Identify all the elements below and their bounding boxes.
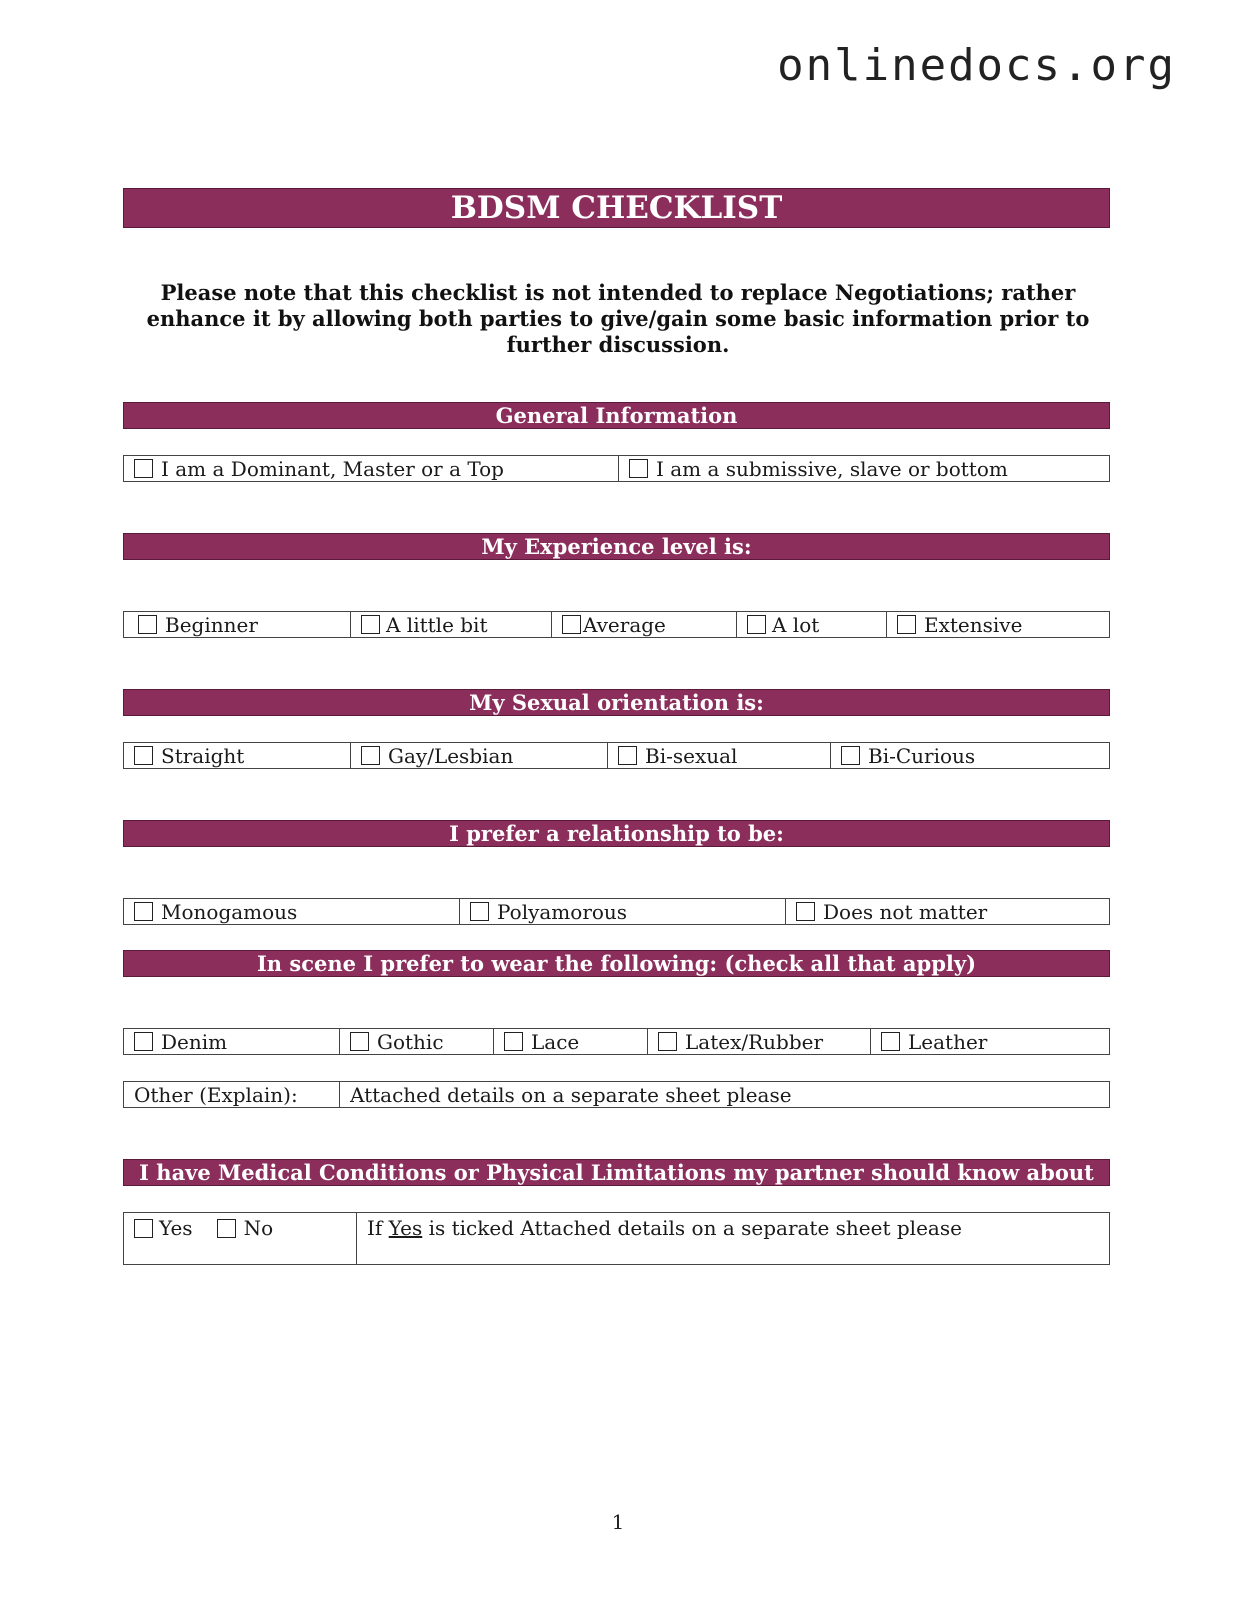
checkbox-icon[interactable] [796, 902, 815, 921]
section-heading-general: General Information [123, 402, 1110, 429]
option-label: Extensive [924, 612, 1023, 637]
option-leather[interactable] [871, 1029, 1109, 1054]
option-label: Gothic [377, 1029, 444, 1054]
option-lace[interactable] [494, 1029, 648, 1054]
option-label: Bi-Curious [868, 743, 976, 768]
general-options-row [123, 455, 1110, 482]
option-bi-sexual[interactable] [608, 743, 831, 768]
intro-note: Please note that this checklist is not intended to replace Negotiations; rather enhance it by allowing both parties to give/gain some basic information prior to further discussion. [146, 280, 1090, 357]
option-denim[interactable] [124, 1029, 340, 1054]
checkbox-icon[interactable] [747, 615, 766, 634]
checkbox-icon[interactable] [504, 1032, 523, 1051]
other-explain-field[interactable]: Attached details on a separate sheet please [350, 1082, 792, 1107]
option-label: A little bit [386, 612, 488, 637]
checkbox-icon[interactable] [629, 459, 648, 478]
option-gay-lesbian[interactable] [351, 743, 608, 768]
option-extensive[interactable] [887, 612, 1109, 637]
option-beginner[interactable] [124, 612, 351, 637]
section-heading-medical: I have Medical Conditions or Physical Limitations my partner should know about [123, 1159, 1110, 1186]
option-straight[interactable] [124, 743, 351, 768]
option-label: Denim [161, 1029, 228, 1054]
option-a-little-bit[interactable] [351, 612, 552, 637]
option-yes[interactable] [134, 1216, 193, 1240]
section-heading-orientation: My Sexual orientation is: [123, 689, 1110, 716]
document-title: BDSM CHECKLIST [123, 188, 1110, 228]
option-does-not-matter[interactable] [786, 899, 1109, 924]
checkbox-icon[interactable] [134, 746, 153, 765]
option-label: Straight [161, 743, 245, 768]
option-label: Polyamorous [497, 899, 628, 924]
experience-options-row [123, 611, 1110, 638]
page-number: 1 [611, 1510, 625, 1534]
section-heading-wear: In scene I prefer to wear the following: (check all that apply) [123, 950, 1110, 977]
option-label: A lot [772, 612, 820, 637]
option-label: Latex/Rubber [685, 1029, 824, 1054]
other-label: Other (Explain): [124, 1082, 340, 1107]
option-bi-curious[interactable] [831, 743, 1109, 768]
checkbox-icon[interactable] [134, 459, 153, 478]
option-polyamorous[interactable] [460, 899, 786, 924]
medical-yes-no [124, 1213, 357, 1264]
option-label: Lace [531, 1029, 580, 1054]
option-average[interactable] [552, 612, 737, 637]
option-label: Yes [159, 1216, 193, 1240]
checkbox-icon[interactable] [841, 746, 860, 765]
option-gothic[interactable] [340, 1029, 494, 1054]
checkbox-icon[interactable] [134, 1032, 153, 1051]
option-latex-rubber[interactable] [648, 1029, 871, 1054]
option-label: Gay/Lesbian [388, 743, 514, 768]
details-suffix: is ticked Attached details on a separate sheet please [422, 1216, 962, 1240]
details-yes: Yes [388, 1216, 423, 1240]
checkbox-icon[interactable] [562, 615, 581, 634]
checkbox-icon[interactable] [350, 1032, 369, 1051]
wear-other-row [123, 1081, 1110, 1108]
details-prefix: If [367, 1216, 389, 1240]
option-label: Monogamous [161, 899, 298, 924]
checkbox-icon[interactable] [361, 746, 380, 765]
checkbox-icon[interactable] [138, 615, 157, 634]
orientation-options-row [123, 742, 1110, 769]
option-label: Leather [908, 1029, 988, 1054]
option-dominant[interactable] [124, 456, 619, 481]
option-label: Beginner [165, 612, 258, 637]
checkbox-icon[interactable] [881, 1032, 900, 1051]
medical-row [123, 1212, 1110, 1265]
checkbox-icon[interactable] [134, 902, 153, 921]
option-submissive[interactable] [619, 456, 1109, 481]
option-no[interactable] [217, 1216, 274, 1240]
section-heading-relationship: I prefer a relationship to be: [123, 820, 1110, 847]
option-label: No [243, 1216, 274, 1240]
checkbox-icon[interactable] [134, 1219, 153, 1238]
checkbox-icon[interactable] [470, 902, 489, 921]
option-monogamous[interactable] [124, 899, 460, 924]
option-label: I am a Dominant, Master or a Top [161, 456, 504, 481]
option-label: Does not matter [823, 899, 988, 924]
medical-details-field[interactable] [357, 1213, 1109, 1264]
option-a-lot[interactable] [737, 612, 887, 637]
option-label: Average [583, 612, 666, 637]
watermark: onlinedocs.org [777, 40, 1176, 91]
option-label: Bi-sexual [645, 743, 738, 768]
section-heading-experience: My Experience level is: [123, 533, 1110, 560]
wear-options-row [123, 1028, 1110, 1055]
checkbox-icon[interactable] [618, 746, 637, 765]
checkbox-icon[interactable] [361, 615, 380, 634]
relationship-options-row [123, 898, 1110, 925]
option-label: I am a submissive, slave or bottom [656, 456, 1008, 481]
checkbox-icon[interactable] [217, 1219, 236, 1238]
checkbox-icon[interactable] [658, 1032, 677, 1051]
checkbox-icon[interactable] [897, 615, 916, 634]
